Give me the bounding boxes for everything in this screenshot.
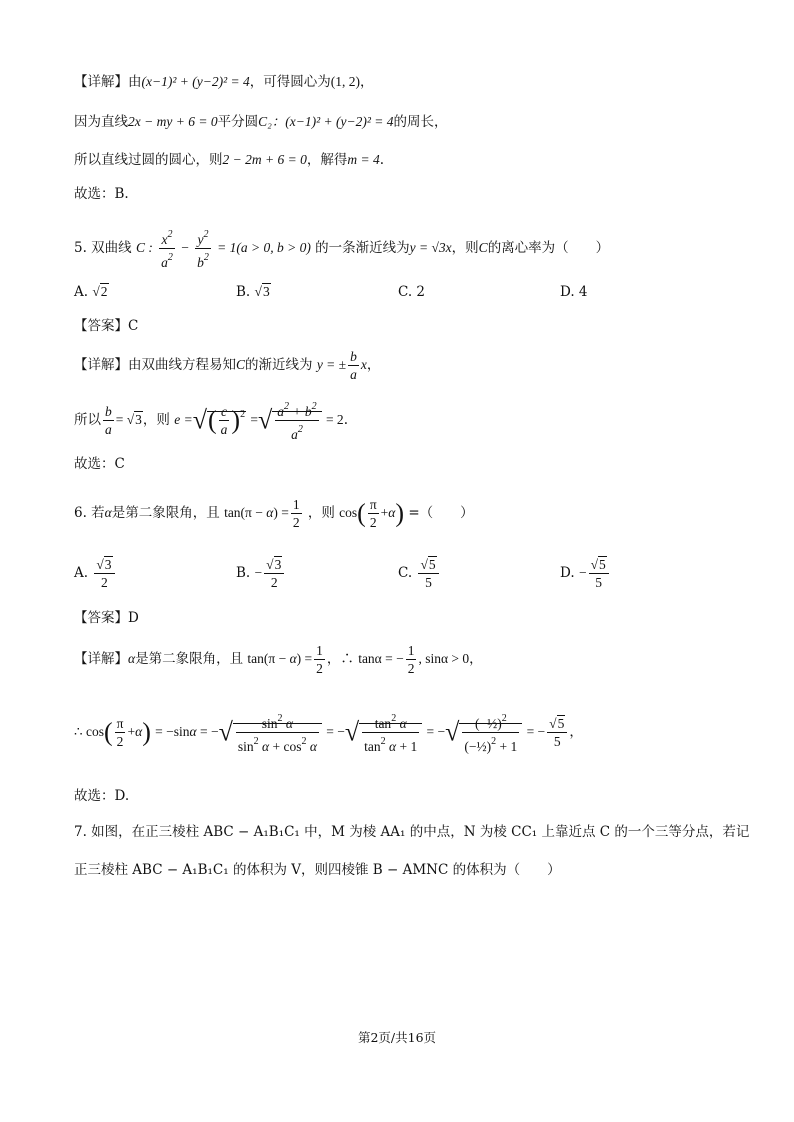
solution-5-line-2: 所以 $\frac{b}{a}$ = √3，则 e =√( $\frac{c}{a}$ )$^2$ =√ $\frac{a^2 + b^2}{a^2}$ = 2. <box>74 398 348 443</box>
selection-5: 故选：C <box>74 456 125 472</box>
question-5: 5. 双曲线 C : $\frac{x^2}{a^2}$ − $\frac{y^2}{b^2}$ = 1(a > 0, b > 0) 的一条渐近线为y = √3x，则C的离心率为（ ） <box>74 226 609 271</box>
text: 因为直线 <box>74 114 128 130</box>
option-label: B. <box>236 284 251 300</box>
text: 所以 <box>74 412 101 428</box>
equation: (x−1)² + (y−2)² = 4 <box>141 74 250 89</box>
fraction: $\frac{b}{a}$ <box>105 404 112 437</box>
question-7-line-2: 正三棱柱 ABC − A₁B₁C₁ 的体积为 V，则四棱锥 B − AMNC 的体积为（ ） <box>74 862 561 878</box>
text: 是第二象限角，且 <box>135 651 244 667</box>
solution-5-line-1: 【详解】由双曲线方程易知C的渐近线为 y = ± $\frac{b}{a}$ x， <box>74 349 381 382</box>
text: 的周长， <box>393 114 448 130</box>
text: ，则 <box>142 412 170 428</box>
answer-choice-line: 故选：B. <box>74 186 129 202</box>
text: 【详解】 <box>74 651 128 667</box>
option-a: A. $\frac{√3}{2}$ <box>74 556 117 591</box>
fraction: $\frac{1}{2}$ <box>292 497 300 530</box>
option-b: B. − $\frac{√3}{2}$ <box>236 556 286 591</box>
equation: , sinα > 0， <box>418 651 483 666</box>
equation: tanα = − <box>358 651 404 666</box>
text: 【详解】由双曲线方程易知 <box>74 357 236 373</box>
text: ，解得 <box>306 152 348 168</box>
equation: = 1(a > 0, b > 0) <box>217 240 311 255</box>
equation: C <box>236 357 246 372</box>
equation: = 2 <box>325 412 344 427</box>
option-d: D. − $\frac{√5}{5}$ <box>560 556 611 591</box>
text: ，则 <box>307 505 335 521</box>
option-label: D. <box>560 565 575 581</box>
option-label: C. <box>398 565 413 581</box>
text: 是第二象限角，且 <box>111 505 220 521</box>
equation: 2 − 2m + 6 = 0 <box>222 152 307 167</box>
option-label: A. <box>74 284 89 300</box>
answer-6: 【答案】D <box>74 610 139 626</box>
option-b: B. √3 <box>236 284 270 300</box>
equation: (1, 2)， <box>330 74 374 89</box>
text: ，则 <box>451 240 479 256</box>
equation: C <box>478 240 488 255</box>
option-label: B. <box>236 565 251 581</box>
page-footer: 第2页/共16页 <box>357 1030 437 1045</box>
text: 的离心率为（ ） <box>487 240 610 256</box>
text: 的渐近线为 <box>245 357 313 373</box>
solution-6-line-2: ∴ cos( $\frac{\pi}{2}$ +α) = −sinα = −√ $\frac{\sin^2 \alpha}{\sin^2 \alpha + \cos^2 \alpha}$ = −√ $\frac{\tan^2 \alpha}{\tan^2 \alpha + 1}$ = −√ $\frac{(-\frac{1}{2})^2}{(-\frac{1}{2})^2 + 1}$ = − $\frac{√5}{5}$ ， <box>74 710 583 755</box>
question-6: 6. 若α是第二象限角，且 tan(π − α) = $\frac{1}{2}$ ，则 cos( $\frac{\pi}{2}$ +α) =（ ） <box>74 497 474 530</box>
fraction: $\frac{x^2}{a^2}$ <box>159 226 175 271</box>
option-label: A. <box>74 565 89 581</box>
text: 所以直线过圆的圆心，则 <box>74 152 223 168</box>
solution-6-line-1: 【详解】α是第二象限角，且 tan(π − α) = $\frac{1}{2}$ ，∴ tanα = − $\frac{1}{2}$ , sinα > 0， <box>74 643 483 676</box>
text: 【详解】由 <box>74 74 142 90</box>
option-d: D. 4 <box>560 284 588 300</box>
solution-line-2 <box>74 112 448 132</box>
text: =（ ） <box>408 505 474 521</box>
fraction: $\frac{b}{a}$ <box>350 349 357 382</box>
option-a: A. √2 <box>74 284 108 300</box>
text: . <box>379 152 384 168</box>
equation: m = 4 <box>347 152 380 167</box>
answer-5: 【答案】C <box>74 318 139 334</box>
question-7-line-1: 7. 如图，在正三棱柱 ABC − A₁B₁C₁ 中，M 为棱 AA₁ 的中点，N 为棱 CC₁ 上靠近点 C 的一个三等分点，若记 <box>74 824 750 840</box>
solution-line-1 <box>74 72 374 92</box>
option-c: C. $\frac{√5}{5}$ <box>398 556 441 591</box>
text: 5. 双曲线 <box>74 240 132 256</box>
equation: C₂： <box>258 114 286 129</box>
equation: y = √3x <box>409 240 452 255</box>
text: 的一条渐近线为 <box>315 240 410 256</box>
equation: 2x − my + 6 = 0 <box>128 114 218 129</box>
selection-6: 故选：D. <box>74 788 130 804</box>
fraction: $\frac{y^2}{b^2}$ <box>195 226 211 271</box>
text: 6. 若 <box>74 505 105 521</box>
equation: (x−1)² + (y−2)² = 4 <box>285 114 394 129</box>
solution-line-3 <box>74 150 384 170</box>
text: ，∴ <box>326 651 354 667</box>
equation: C : <box>135 240 153 255</box>
text: 平分圆 <box>217 114 259 130</box>
option-c: C. 2 <box>398 284 426 300</box>
text: ，可得圆心为 <box>249 74 331 90</box>
